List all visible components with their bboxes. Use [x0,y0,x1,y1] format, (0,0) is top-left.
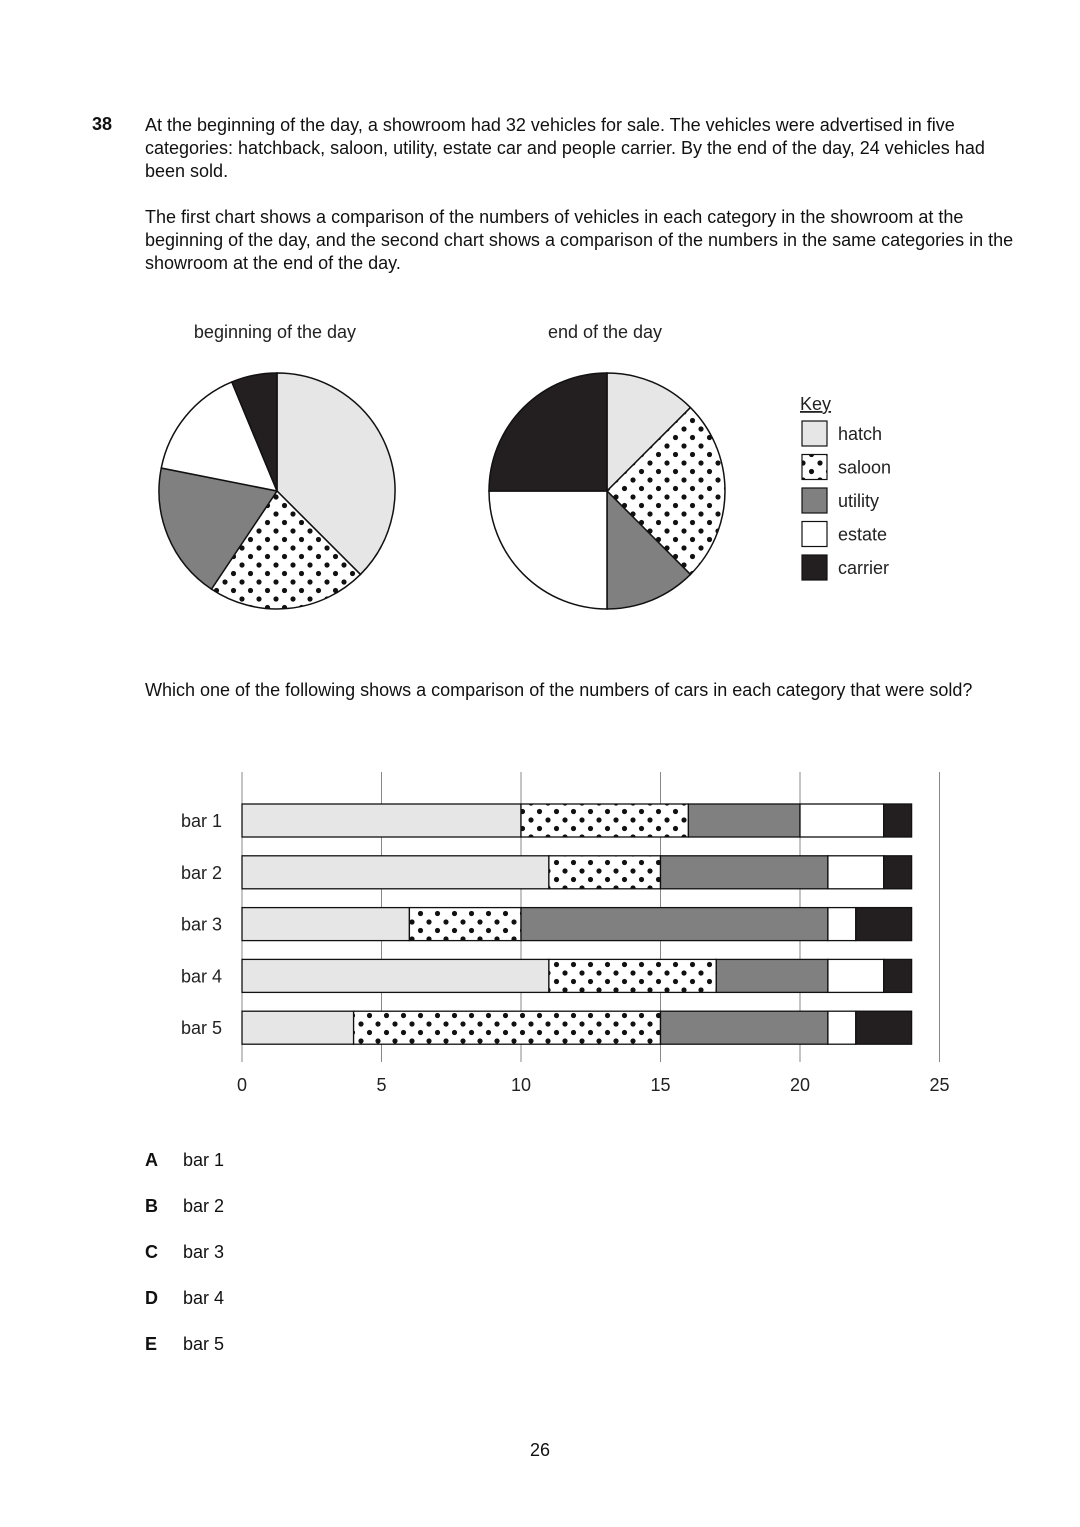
legend-swatch-saloon [802,455,827,480]
bar-segment-saloon [549,856,661,889]
bar-segment-utility [688,804,800,837]
legend-swatch-hatch [802,421,827,446]
option-label: bar 2 [183,1196,225,1216]
legend-swatch-estate [802,522,827,547]
bar-segment-hatch [242,908,409,941]
option-label: bar 4 [183,1288,225,1308]
option-letter: A [145,1150,158,1170]
bar-segment-carrier [884,959,912,992]
x-tick-label: 25 [929,1075,950,1095]
pie-chart-end [489,373,725,609]
bar-segment-saloon [354,1011,661,1044]
bar-segment-utility [661,1011,828,1044]
question-number: 38 [92,114,113,134]
bar-segment-hatch [242,1011,354,1044]
bar-label: bar 2 [180,862,222,883]
bar-segment-estate [800,804,884,837]
legend-swatch-utility [802,488,827,513]
bar-segment-saloon [549,959,716,992]
legend-label-estate: estate [838,524,888,545]
bar-segment-saloon [409,908,521,941]
x-tick-label: 20 [789,1075,811,1095]
bar-label: bar 3 [180,914,222,935]
pie1-title: beginning of the day [193,322,357,342]
bar-segment-estate [828,959,884,992]
bar-segment-hatch [242,959,549,992]
bar-segment-utility [521,908,828,941]
bar-segment-saloon [521,804,688,837]
x-tick-label: 5 [376,1075,387,1095]
legend-label-saloon: saloon [838,457,892,478]
bar-label: bar 1 [180,811,222,831]
bar-segment-hatch [242,804,521,837]
option-letter: E [145,1334,158,1354]
legend-label-carrier: carrier [838,558,890,578]
x-tick-label: 10 [510,1075,532,1095]
question-paragraph-2: The first chart shows a comparison of the numbers of vehicles in each category in the showroom at the beginning of the day, and the second chart shows a comparison of the numbers in the same categories in the showroom at the end of the day. [145,207,1014,273]
legend-title: Key [800,394,832,414]
legend-swatch-carrier [802,555,827,580]
pie2-title: end of the day [547,322,663,342]
option-letter: D [145,1288,158,1308]
x-tick-label: 15 [650,1075,671,1095]
legend [800,394,891,580]
x-tick-label: 0 [236,1075,248,1095]
bar-label: bar 4 [180,966,222,987]
bar-segment-carrier [884,804,912,837]
bar-segment-estate [828,1011,856,1044]
bar-segment-carrier [856,1011,912,1044]
bar-segment-estate [828,908,856,941]
legend-label-hatch: hatch [838,424,883,444]
question-paragraph-1: At the beginning of the day, a showroom had 32 vehicles for sale. The vehicles were advertised in five categories: hatchback, saloon, utility, estate car and people carrier. By the end of the day, 24 vehicles had been sold. [145,115,985,181]
bar-segment-hatch [242,856,549,889]
bar-segment-carrier [856,908,912,941]
question-prompt: Which one of the following shows a comparison of the numbers of cars in each category that were sold? [145,680,973,700]
bar-segment-carrier [884,856,912,889]
pie-slice-estate [489,491,607,609]
bar-segment-estate [828,856,884,889]
pie-slice-carrier [489,373,607,491]
option-letter: B [145,1196,158,1216]
option-label: bar 1 [183,1150,225,1170]
bar-label: bar 5 [180,1018,222,1039]
legend-label-utility: utility [838,491,880,511]
page-number: 26 [529,1440,551,1460]
bar-segment-utility [661,856,828,889]
option-label: bar 5 [183,1334,225,1354]
option-letter: C [145,1242,158,1262]
stacked-bar-chart [181,772,950,1095]
pie-chart-beginning [159,373,395,609]
option-label: bar 3 [183,1242,225,1262]
bar-segment-utility [716,959,828,992]
